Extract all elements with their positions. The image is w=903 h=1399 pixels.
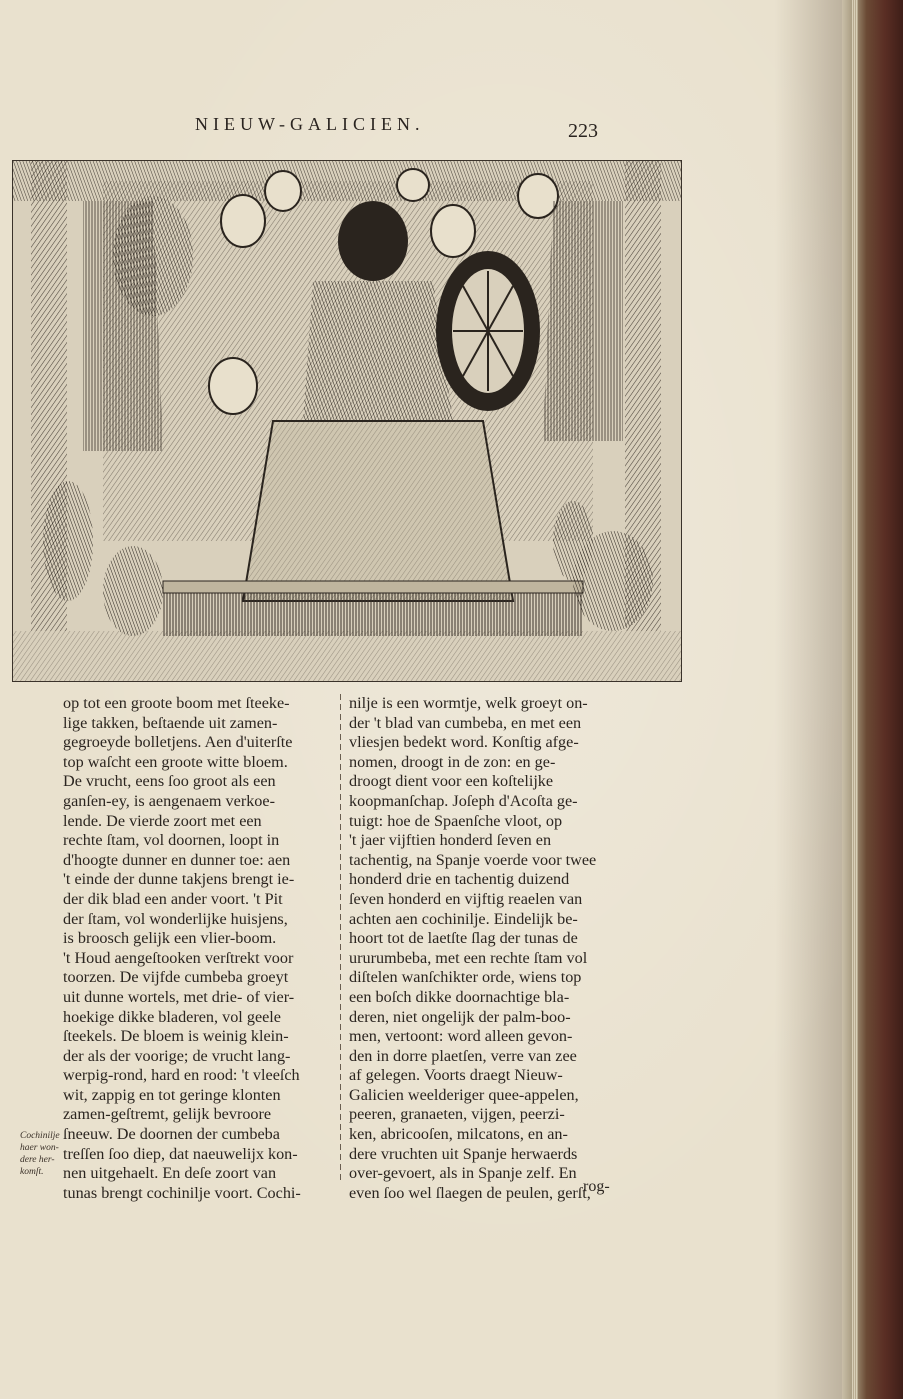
text-line: ſeven honderd en vijftig reaelen van (349, 889, 583, 908)
catchword: rog- (583, 1178, 610, 1195)
text-line: tuigt: hoe de Spaenſche vloot, op (349, 811, 563, 830)
text-line: dere her- (20, 1155, 55, 1165)
text-line: uit dunne wortels, met drie- of vier- (63, 987, 295, 1006)
text-line: der 't blad van cumbeba, en met een (349, 713, 582, 732)
text-line: top waſcht een groote witte bloem. (63, 752, 288, 771)
column-divider (340, 694, 341, 1184)
text-line: zamen-geſtremt, gelijk bevroore (63, 1105, 272, 1124)
text-line: nilje is een wormtje, welk groeyt on- (349, 694, 588, 712)
text-line: komſt. (20, 1167, 44, 1177)
text-line: achten aen cochinilje. Eindelijk be- (349, 909, 578, 928)
text-line: ſteekels. De bloem is weinig klein- (63, 1027, 289, 1046)
text-line: ganſen-ey, is aengenaem verkoe- (63, 791, 275, 810)
text-line: der ſtam, vol wonderlijke huisjens, (63, 909, 288, 928)
text-line: is broosch gelijk een vlier-boom. (63, 929, 277, 948)
text-line: wit, zappig en tot geringe klonten (63, 1085, 281, 1104)
text-line: peeren, granaeten, vijgen, peerzi- (349, 1105, 565, 1124)
text-line: lende. De vierde zoort met een (63, 811, 262, 830)
book-binding (842, 0, 903, 1399)
text-line: nen uitgehaelt. En deſe zoort van (63, 1164, 277, 1183)
text-line: treſſen ſoo diep, dat naeuwelijx kon- (63, 1144, 298, 1163)
page-edges (852, 0, 858, 1399)
text-line: haer won- (20, 1143, 59, 1153)
text-line: koopmanſchap. Joſeph d'Acoſta ge- (349, 791, 578, 810)
text-line: ken, abricooſen, milcatons, en an- (349, 1125, 568, 1144)
text-line: den in dorre plaetſen, verre van zee (349, 1046, 577, 1065)
text-line: tunas brengt cochinilje voort. Cochi- (63, 1183, 301, 1202)
text-line: vliesjen bedekt word. Konſtig afge- (349, 733, 579, 752)
text-line: der dik blad een ander voort. 't Pit (63, 889, 283, 908)
engraving-illustration (12, 160, 682, 682)
text-line: der als der voorige; de vrucht lang- (63, 1046, 291, 1065)
text-line: ururumbeba, met een rechte ſtam vol (349, 948, 588, 967)
text-line: diſtelen wanſchikter orde, wiens top (349, 968, 582, 987)
text-line: d'hoogte dunner en dunner toe: aen (63, 850, 291, 869)
engraving-enthroned-figure-icon (13, 161, 681, 681)
text-line: ſneeuw. De doornen der cumbeba (63, 1125, 280, 1144)
text-line: De vrucht, eens ſoo groot als een (63, 772, 276, 791)
text-line: honderd drie en tachentig duizend (349, 870, 570, 889)
text-line: over-gevoert, als in Spanje zelf. En (349, 1164, 577, 1183)
text-line: lige takken, beſtaende uit zamen- (63, 713, 278, 732)
text-line: gegroeyde bolletjens. Aen d'uiterſte (63, 733, 293, 752)
text-line: nomen, droogt in de zon: en ge- (349, 752, 556, 771)
text-column-right (349, 694, 615, 1203)
text-line: Cochinilje (20, 1131, 60, 1141)
text-line: hoekige dikke bladeren, vol geele (63, 1007, 281, 1026)
text-line: men, vertoont: word alleen gevon- (349, 1027, 573, 1046)
text-line: een boſch dikke doornachtige bla- (349, 987, 570, 1006)
text-line: toorzen. De vijfde cumbeba groeyt (63, 968, 289, 987)
margin-note (20, 1130, 64, 1178)
text-line: 't einde der dunne takjens brengt ie- (63, 870, 295, 889)
text-column-left (63, 694, 335, 1203)
page-header (0, 114, 842, 144)
text-line: hoort tot de laetſte ſlag der tunas de (349, 929, 578, 948)
text-line: tachentig, na Spanje voerde voor twee (349, 850, 597, 869)
text-line: 't Houd aengeſtooken verſtrekt voor (63, 948, 294, 967)
text-line: op tot een groote boom met ſteeke- (63, 694, 290, 712)
text-line: af gelegen. Voorts draegt Nieuw- (349, 1066, 563, 1085)
text-line: droogt dient voor een koſtelijke (349, 772, 554, 791)
text-line: werpig-rond, hard en rood: 't vleeſch (63, 1066, 300, 1085)
text-line: dere vruchten uit Spanje herwaerds (349, 1144, 578, 1163)
running-title: NIEUW-GALICIEN. (195, 114, 425, 134)
text-line: even ſoo wel ſlaegen de peulen, gerſt, (349, 1183, 591, 1202)
text-line: Galicien weelderiger quee-appelen, (349, 1085, 579, 1104)
page-number: 223 (568, 120, 598, 142)
text-line: rechte ſtam, vol doornen, loopt in (63, 831, 280, 850)
text-line: 't jaer vijftien honderd ſeven en (349, 831, 552, 850)
text-line: deren, niet ongelijk der palm-boo- (349, 1007, 571, 1026)
